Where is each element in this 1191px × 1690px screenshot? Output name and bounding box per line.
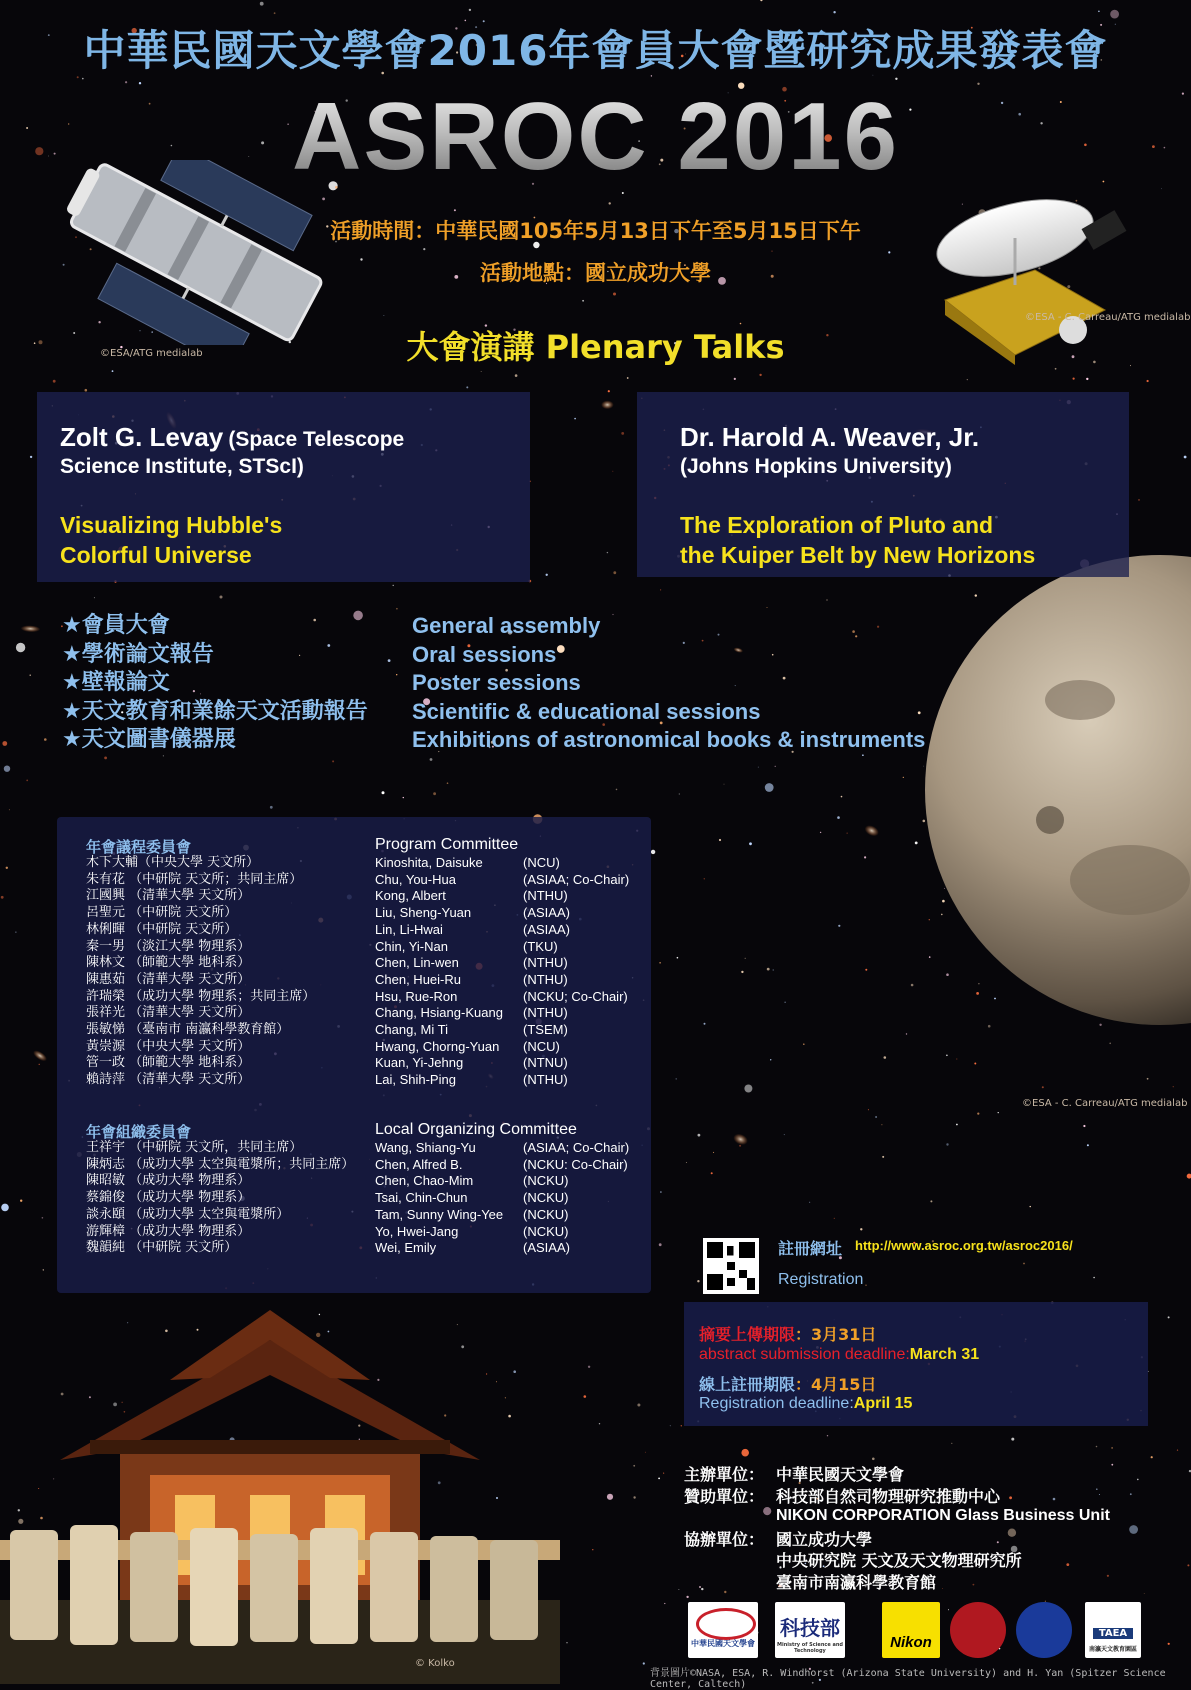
- member-name-en: Chang, Hsiang-Kuang: [375, 1005, 503, 1021]
- committee-member-row: [86, 888, 646, 904]
- member-institute: (TKU): [523, 938, 558, 954]
- member-institute: (NTHU): [523, 971, 568, 987]
- member-name-en: Tsai, Chin-Chun: [375, 1190, 468, 1206]
- member-institute: (NTHU): [523, 1072, 568, 1088]
- organizer-row: [684, 1570, 936, 1593]
- speaker-levay-heading: [60, 422, 404, 453]
- qr-code-icon[interactable]: [703, 1238, 759, 1294]
- member-name-cn: 魏韻純 （中研院 天文所）: [86, 1240, 238, 1256]
- activity-en: General assembly: [412, 613, 601, 638]
- member-name-en: Kuan, Yi-Jehng: [375, 1055, 464, 1071]
- registration-deadline-en-value: April 15: [853, 1395, 913, 1412]
- committee-member-row: [86, 939, 646, 955]
- member-name-cn: 木下大輔（中央大學 天文所）: [86, 855, 260, 870]
- plenary-heading: 大會演講 Plenary Talks: [406, 328, 785, 366]
- taea-logo: [1085, 1602, 1141, 1658]
- member-name-en: Liu, Sheng-Yuan: [375, 905, 472, 921]
- member-name-cn: 蔡錦俊 （成功大學 物理系）: [86, 1190, 251, 1206]
- committee-member-row: [86, 989, 646, 1005]
- member-institute: (ASIAA): [523, 1240, 570, 1256]
- organizer-row: [684, 1548, 1022, 1571]
- abstract-deadline-cn-value: ：3月31日: [795, 1325, 877, 1344]
- organizer-label: 主辦單位：: [684, 1465, 765, 1484]
- organizer-row: [684, 1484, 1000, 1507]
- chihkan-tower-image: [0, 1300, 560, 1684]
- organizer-name: NIKON CORPORATION Glass Business Unit: [776, 1507, 1110, 1524]
- activity-cn: ★天文教育和業餘天文活動報告: [62, 698, 368, 724]
- most-logo-text-en: Ministry of Science and Technology: [777, 1642, 843, 1654]
- organizer-label: 贊助單位：: [684, 1486, 765, 1506]
- speaker-name: Zolt G. Levay: [60, 422, 224, 452]
- committee-member-row: [86, 1005, 646, 1021]
- member-institute: (NCKU): [523, 1190, 569, 1206]
- event-venue: 活動地點：國立成功大學: [480, 261, 711, 285]
- registration-deadline-cn-value: ：4月15日: [795, 1375, 877, 1394]
- committee-member-row: [86, 1173, 646, 1189]
- committee-member-row: [86, 1022, 646, 1038]
- activity-cn: ★會員大會: [62, 613, 170, 638]
- organizer-row: [684, 1527, 872, 1550]
- nikon-logo: [882, 1602, 940, 1658]
- member-name-cn: 陳昭敏 （成功大學 物理系）: [86, 1173, 251, 1189]
- member-institute: (ASIAA; Co-Chair): [523, 1140, 630, 1155]
- committee-member-row: [86, 855, 646, 871]
- member-name-en: Chen, Huei-Ru: [375, 971, 461, 987]
- member-name-cn: 賴詩萍 （清華大學 天文所）: [86, 1072, 251, 1088]
- asiaa-emblem-logo: [1016, 1602, 1072, 1658]
- committee-member-row: [86, 1072, 646, 1088]
- member-name-cn: 秦一男 （淡江大學 物理系）: [86, 938, 251, 954]
- member-name-en: Chang, Mi Ti: [375, 1022, 448, 1037]
- organizer-name: 科技部自然司物理研究推動中心: [776, 1486, 1001, 1506]
- asroc-logo: [688, 1602, 758, 1658]
- speaker-affiliation: (Johns Hopkins University): [680, 455, 952, 478]
- member-name-cn: 管一政 （師範大學 地科系）: [86, 1055, 251, 1071]
- member-name-en: Kong, Albert: [375, 888, 446, 904]
- member-institute: (NCKU): [523, 1173, 569, 1189]
- most-logo: [775, 1602, 845, 1658]
- member-institute: (ASIAA): [523, 921, 570, 937]
- member-name-cn: 張敏悌 （臺南市 南瀛科學教育館）: [86, 1022, 290, 1037]
- member-institute: (NTHU): [523, 955, 568, 971]
- member-name-en: Wei, Emily: [375, 1240, 437, 1256]
- abstract-deadline-cn: [699, 1322, 876, 1345]
- registration-deadline-cn: [699, 1372, 876, 1395]
- committee-member-row: [86, 1039, 646, 1055]
- member-institute: (TSEM): [523, 1022, 568, 1037]
- committee-member-row: [86, 1240, 646, 1256]
- member-institute: (NCKU: Co-Chair): [523, 1156, 628, 1172]
- member-name-en: Wang, Shiang-Yu: [375, 1140, 476, 1155]
- registration-deadline-en-label: Registration deadline:: [699, 1395, 854, 1412]
- member-name-cn: 張祥光 （清華大學 天文所）: [86, 1005, 251, 1021]
- local-committee-heading-en: Local Organizing Committee: [375, 1121, 577, 1138]
- member-name-cn: 王祥宇 （中研院 天文所，共同主席）: [86, 1140, 303, 1155]
- member-name-en: Tam, Sunny Wing-Yee: [375, 1206, 504, 1222]
- speaker-affiliation-line2: Science Institute, STScI): [60, 455, 304, 478]
- member-name-en: Lin, Li-Hwai: [375, 921, 443, 937]
- committee-member-row: [86, 872, 646, 888]
- speaker-name: Dr. Harold A. Weaver, Jr.: [680, 422, 980, 452]
- temple-credit: © Kolko: [415, 1658, 455, 1669]
- local-committee-heading-cn: 年會組織委員會: [86, 1123, 192, 1141]
- asroc-logo-text: 中華民國天文學會: [691, 1639, 755, 1648]
- committee-member-row: [86, 1157, 646, 1173]
- member-institute: (NCU): [523, 855, 560, 870]
- member-institute: (NTNU): [523, 1055, 568, 1071]
- member-institute: (ASIAA; Co-Chair): [523, 871, 630, 887]
- registration-url-link[interactable]: http://www.asroc.org.tw/asroc2016/: [855, 1238, 1073, 1253]
- program-committee-heading-en: Program Committee: [375, 836, 519, 853]
- organizer-name: 臺南市南瀛科學教育館: [776, 1572, 937, 1592]
- committee-member-row: [86, 1207, 646, 1223]
- abstract-deadline-en-value: March 31: [909, 1346, 980, 1363]
- member-name-cn: 江國興 （清華大學 天文所）: [86, 888, 251, 904]
- member-name-cn: 陳炳志 （成功大學 太空與電漿所；共同主席）: [86, 1156, 355, 1172]
- registration-deadline-cn-label: 線上註冊期限: [699, 1375, 796, 1394]
- pluto-credit: ©ESA - C. Carreau/ATG medialab: [1022, 1098, 1188, 1109]
- member-name-en: Hsu, Rue-Ron: [375, 988, 458, 1004]
- most-logo-text: 科技部: [780, 1616, 840, 1640]
- talk-title-line2: the Kuiper Belt by New Horizons: [680, 542, 1036, 568]
- organizer-name: 中央研究院 天文及天文物理研究所: [776, 1551, 1022, 1570]
- talk-title-line1: Visualizing Hubble's: [60, 512, 283, 538]
- committee-member-row: [86, 1190, 646, 1206]
- member-institute: (NCU): [523, 1038, 560, 1054]
- member-name-cn: 陳惠茹 （清華大學 天文所）: [86, 971, 251, 987]
- organizer-label: 協辦單位：: [684, 1529, 765, 1549]
- member-name-cn: 黃崇源 （中央大學 天文所）: [86, 1038, 251, 1054]
- background-credit: 背景圖片©NASA, ESA, R. Windhorst (Arizona State University) and H. Yan (Spitzer Science Center, Caltech): [650, 1668, 1166, 1690]
- event-time: 活動時間：中華民國105年5月13日下午至5月15日下午: [330, 219, 861, 243]
- committee-member-row: [86, 972, 646, 988]
- page-title-chinese: 中華民國天文學會2016年會員大會暨研究成果發表會: [83, 26, 1108, 75]
- committee-member-row: [86, 1140, 646, 1156]
- member-institute: (NCKU): [523, 1206, 569, 1222]
- taea-logo-text: TAEA: [1093, 1628, 1133, 1639]
- member-name-en: Chen, Chao-Mim: [375, 1173, 474, 1189]
- abstract-deadline-cn-label: 摘要上傳期限: [699, 1325, 796, 1344]
- activities-list: [62, 612, 962, 762]
- activity-en: Oral sessions: [412, 641, 557, 667]
- member-name-en: Hwang, Chorng-Yuan: [375, 1038, 500, 1054]
- organizer-row: [684, 1505, 1110, 1525]
- activity-cn: ★學術論文報告: [62, 641, 214, 667]
- abstract-deadline-en-label: abstract submission deadline:: [699, 1346, 910, 1363]
- organizer-name: 國立成功大學: [776, 1529, 873, 1549]
- member-name-en: Kinoshita, Daisuke: [375, 855, 483, 870]
- member-name-cn: 呂聖元 （中研院 天文所）: [86, 905, 238, 921]
- member-name-cn: 游輝樟 （成功大學 物理系）: [86, 1223, 251, 1239]
- nikon-logo-text: Nikon: [890, 1634, 932, 1651]
- program-committee-heading-cn: 年會議程委員會: [86, 838, 192, 856]
- taea-logo-text-cn: 南瀛天文教育園區: [1088, 1646, 1137, 1653]
- registration-deadline-en: [699, 1395, 912, 1413]
- activity-cn: ★壁報論文: [62, 670, 170, 695]
- member-name-cn: 許瑞榮 （成功大學 物理系；共同主席）: [86, 988, 316, 1004]
- organizer-row: [684, 1462, 904, 1485]
- registration-label-cn: 註冊網址: [778, 1239, 843, 1258]
- member-name-cn: 談永頤 （成功大學 太空與電漿所）: [86, 1206, 290, 1222]
- activity-cn: ★天文圖書儀器展: [62, 727, 236, 752]
- talk-title-line1: The Exploration of Pluto and: [680, 512, 994, 538]
- member-name-cn: 陳林文 （師範大學 地科系）: [86, 955, 251, 971]
- member-name-en: Chen, Lin-wen: [375, 955, 459, 971]
- committee-member-row: [86, 955, 646, 971]
- member-name-en: Chin, Yi-Nan: [375, 938, 448, 954]
- member-institute: (NCKU): [523, 1223, 569, 1239]
- member-name-en: Lai, Shih-Ping: [375, 1072, 456, 1088]
- member-name-cn: 林俐暉 （中研院 天文所）: [86, 921, 238, 937]
- member-institute: (ASIAA): [523, 905, 570, 921]
- member-name-en: Chu, You-Hua: [375, 871, 456, 887]
- page-title-english: ASROC 2016: [0, 82, 1191, 192]
- organizer-name: 中華民國天文學會: [776, 1465, 905, 1484]
- committee-member-row: [86, 905, 646, 921]
- activity-en: Exhibitions of astronomical books & instruments: [412, 727, 926, 752]
- activity-en: Poster sessions: [412, 670, 581, 695]
- member-institute: (NCKU; Co-Chair): [523, 988, 628, 1004]
- committee-member-row: [86, 922, 646, 938]
- member-institute: (NTHU): [523, 888, 568, 904]
- hubble-credit: ©ESA/ATG medialab: [100, 348, 203, 359]
- registration-label-en: Registration: [778, 1271, 864, 1288]
- member-name-en: Chen, Alfred B.: [375, 1156, 463, 1172]
- newhorizons-credit: ©ESA - C. Carreau/ATG medialab: [1025, 312, 1191, 323]
- activity-en: Scientific & educational sessions: [412, 698, 761, 724]
- ncku-emblem-logo: [950, 1602, 1006, 1658]
- member-name-en: Yo, Hwei-Jang: [375, 1223, 459, 1239]
- talk-title-line2: Colorful Universe: [60, 542, 252, 568]
- member-name-cn: 朱有花 （中研院 天文所；共同主席）: [86, 871, 303, 887]
- speaker-affiliation: (Space Telescope: [228, 428, 405, 451]
- committee-member-row: [86, 1055, 646, 1071]
- committee-member-row: [86, 1224, 646, 1240]
- abstract-deadline-en: [699, 1346, 979, 1364]
- member-institute: (NTHU): [523, 1005, 568, 1021]
